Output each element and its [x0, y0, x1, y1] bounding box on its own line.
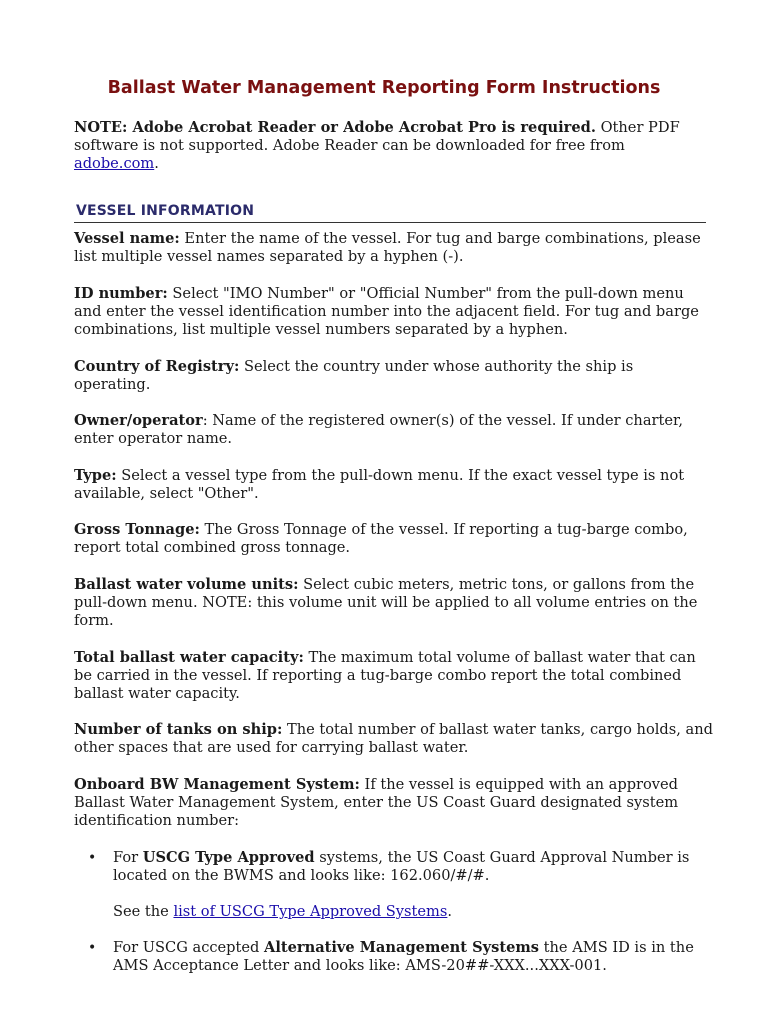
- field-label: Ballast water volume units:: [74, 576, 299, 593]
- bullet-text: For: [113, 849, 143, 866]
- field-description: Select cubic meters, metric tons, or gallons from the pull-down menu. NOTE: this volume unit will be applied to all volume entries on the form.: [74, 576, 698, 630]
- bullet-marker: •: [88, 850, 97, 866]
- field-description: Enter the name of the vessel. For tug and barge combinations, please list multiple vessel names separated by a hyphen (-).: [74, 230, 701, 266]
- field-description: The total number of ballast water tanks, cargo holds, and other spaces that are used for carrying ballast water.: [74, 721, 713, 757]
- section-heading-vessel-information: VESSEL INFORMATION: [74, 202, 706, 223]
- field-description: The maximum total volume of ballast water that can be carried in the vessel. If reporting a tug-barge combo report the total combined ballast water capacity.: [74, 649, 696, 703]
- field-label: Type:: [74, 467, 117, 484]
- field-country-of-registry: [74, 358, 714, 394]
- field-label: Gross Tonnage:: [74, 521, 200, 538]
- field-number-of-tanks: [74, 721, 714, 757]
- uscg-type-approved-list-link[interactable]: list of USCG Type Approved Systems: [173, 903, 448, 920]
- field-ballast-water-volume-units: [74, 576, 714, 631]
- field-owner-operator: [74, 412, 714, 448]
- bullet-marker: •: [88, 940, 97, 956]
- field-description: Select the country under whose authority the ship is operating.: [74, 358, 634, 394]
- field-description: Select "IMO Number" or "Official Number" from the pull-down menu and enter the vessel identification number into the adjacent field. For tug and barge combinations, list multiple vessel numbers separated by a hyphen.: [74, 285, 699, 339]
- field-label: Onboard BW Management System:: [74, 776, 360, 793]
- field-gross-tonnage: [74, 521, 714, 557]
- field-label: Vessel name:: [74, 230, 180, 247]
- field-onboard-bw-management-system: [74, 776, 714, 831]
- bullet-emphasis: USCG Type Approved: [142, 849, 315, 866]
- bullet-text: systems, the US Coast Guard Approval Number is located on the BWMS and looks like: 162.060/#/#.: [113, 849, 690, 885]
- note-period: .: [154, 155, 159, 173]
- see-list-line: [113, 903, 721, 921]
- note-label: NOTE: Adobe Acrobat Reader or Adobe Acrobat Pro is required.: [74, 119, 596, 136]
- field-description: The Gross Tonnage of the vessel. If reporting a tug-barge combo, report total combined gross tonnage.: [74, 521, 688, 557]
- bullet-emphasis: Alternative Management Systems: [264, 939, 540, 956]
- bullet-text: For USCG accepted: [113, 939, 264, 956]
- field-label: Owner/operator: [74, 412, 203, 429]
- field-vessel-name: [74, 230, 714, 266]
- field-type: [74, 467, 714, 503]
- note-text: Other PDF software is not supported. Adobe Reader can be downloaded for free from: [74, 119, 680, 155]
- field-id-number: [74, 285, 714, 340]
- field-description: If the vessel is equipped with an approved Ballast Water Management System, enter the US Coast Guard designated system identification number:: [74, 776, 679, 830]
- adobe-link[interactable]: adobe.com: [74, 155, 155, 173]
- bullet-alternative-management-systems: [113, 939, 721, 975]
- field-label: Total ballast water capacity:: [74, 649, 304, 666]
- field-label: Country of Registry:: [74, 358, 240, 375]
- see-text: See the: [113, 903, 174, 920]
- bullet-text: the AMS ID is in the AMS Acceptance Letter and looks like: AMS-20##-XXX...XXX-001.: [113, 939, 694, 975]
- see-text-end: .: [447, 903, 453, 920]
- field-label: ID number:: [74, 285, 168, 302]
- field-description: Select a vessel type from the pull-down menu. If the exact vessel type is not available, select "Other".: [74, 467, 685, 503]
- adobe-note: [74, 119, 714, 174]
- field-total-ballast-water-capacity: [74, 649, 714, 704]
- field-label: Number of tanks on ship:: [74, 721, 283, 738]
- field-description: : Name of the registered owner(s) of the vessel. If under charter, enter operator name.: [74, 412, 684, 448]
- page-title: Ballast Water Management Reporting Form Instructions: [107, 78, 661, 98]
- bullet-uscg-type-approved: [113, 849, 721, 885]
